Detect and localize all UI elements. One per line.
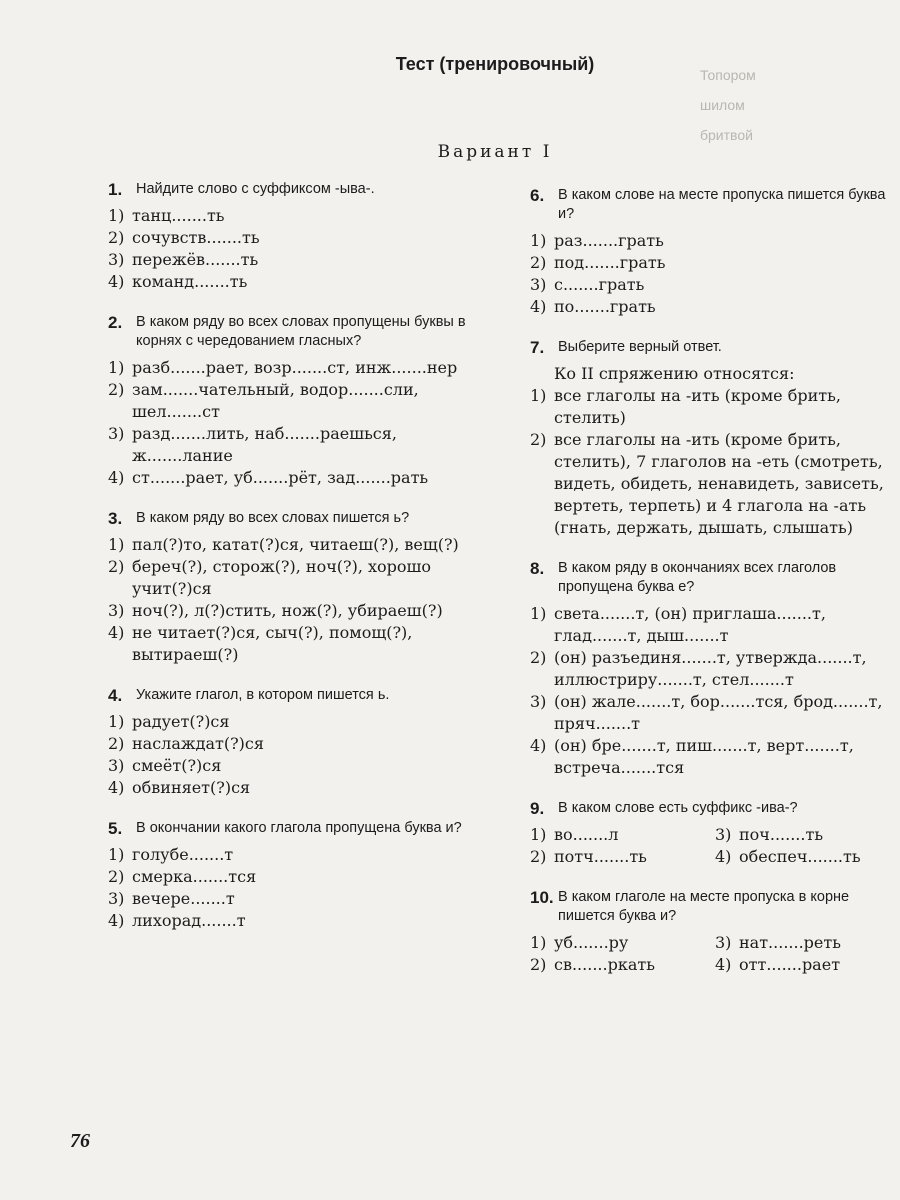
bleed-through-text: Топором шилом бритвой [700,67,756,143]
question-number: 5. [108,819,123,838]
question-1 [108,180,488,293]
question-text: В каком ряду в окончаниях всех глаголов пропущена буква е? [558,560,837,595]
question-10 [530,888,890,976]
answer-option: 4) обвиняет(?)ся [108,778,251,797]
variant-heading: Вариант I [437,142,553,162]
answer-option: 1) уб.......ру [530,933,629,952]
answer-option: 4) не читает(?)ся, сыч(?), помощ(?), вытираеш(?) [108,623,413,664]
question-number: 1. [108,180,123,199]
left-column [108,180,488,952]
question-2 [108,313,488,489]
answer-option: 3) ноч(?), л(?)стить, нож(?), убираеш(?) [108,601,443,620]
question-text: В каком слове есть суффикс -ива-? [558,800,798,816]
answer-option: 1) во.......л [530,825,619,844]
answer-option: 2) все глаголы на -ить (кроме брить, стелить), 7 глаголов на -еть (смотреть, видеть, обидеть, ненавидеть, зависеть, вертеть, терпеть) и 4 глагола на -ать (гнать, держать, дышать, слышать) [530,430,884,537]
answer-option: 2) зам.......чательный, водор.......сли, шел.......ст [108,380,419,421]
question-text: Укажите глагол, в котором пишется ь. [136,687,390,703]
question-3 [108,509,488,666]
question-number: 6. [530,186,545,205]
question-number: 3. [108,509,123,528]
right-column [530,186,890,996]
question-9 [530,799,890,868]
question-number: 4. [108,686,123,705]
answer-option: 1) голубе.......т [108,845,234,864]
question-text: В каком глаголе на месте пропуска в корне пишется буква и? [558,889,850,924]
answer-option: 1) пал(?)то, катат(?)ся, читаеш(?), вещ(?) [108,535,459,554]
question-8 [530,559,890,779]
answer-option: 3) пережёв.......ть [108,250,259,269]
answer-option: 1) раз.......грать [530,231,664,250]
question-text: Найдите слово с суффиксом -ыва-. [136,181,375,197]
question-text: В каком слове на месте пропуска пишется буква и? [558,187,886,222]
answer-option: 3) (он) жале.......т, бор.......тся, брод.......т, пряч.......т [530,692,883,733]
answer-option: 1) танц.......ть [108,206,225,225]
answer-option: 1) радует(?)ся [108,712,230,731]
answer-option: 2) наслаждат(?)ся [108,734,264,753]
page-title: Тест (тренировочный) [395,54,595,74]
answer-option: 4) по.......грать [530,297,656,316]
question-6 [530,186,890,318]
question-number: 10. [530,888,554,907]
answer-option: 1) все глаголы на -ить (кроме брить, стелить) [530,386,841,427]
answer-option: 4) отт.......рает [715,955,841,974]
answer-option: 4) лихорад.......т [108,911,246,930]
answer-option: 1) разб.......рает, возр.......ст, инж.......нер [108,358,458,377]
answer-option: 1) света.......т, (он) приглаша.......т, глад.......т, дыш.......т [530,604,826,645]
answer-option: 3) разд.......лить, наб.......раешься, ж.......лание [108,424,397,465]
question-text: В каком ряду во всех словах пропущены буквы в корнях с чередованием гласных? [136,314,466,349]
answer-option: 4) команд.......ть [108,272,248,291]
question-text: В каком ряду во всех словах пишется ь? [136,510,410,526]
answer-option: 3) поч.......ть [715,825,824,844]
question-number: 8. [530,559,545,578]
question-text: Выберите верный ответ. [558,339,722,355]
question-text: В окончании какого глагола пропущена буква и? [136,820,462,836]
answer-option: 3) нат.......реть [715,933,841,952]
question-number: 9. [530,799,545,818]
question-4 [108,686,488,799]
answer-option: 2) смерка.......тся [108,867,257,886]
question-number: 2. [108,313,123,332]
answer-option: 3) вечере.......т [108,889,235,908]
answer-option: 4) обеспеч.......ть [715,847,861,866]
answer-option: 2) потч.......ть [530,847,647,866]
answer-option: 3) с.......грать [530,275,645,294]
answer-option: 4) (он) бре.......т, пиш.......т, верт.......т, встреча.......тся [530,736,854,777]
answer-option: 4) ст.......рает, уб.......рёт, зад.......рать [108,468,429,487]
answer-option: 2) св.......ркать [530,955,655,974]
answer-option: 2) береч(?), сторож(?), ноч(?), хорошо учит(?)ся [108,557,432,598]
answer-option: 2) под.......грать [530,253,666,272]
question-7 [530,338,890,539]
question-number: 7. [530,338,545,357]
answer-option: 2) сочувств.......ть [108,228,260,247]
answer-option: 3) смеёт(?)ся [108,756,222,775]
question-5 [108,819,488,932]
answer-option: 2) (он) разъединя.......т, утвержда.......т, иллюстриру.......т, стел.......т [530,648,867,689]
question-subheading: Ко II спряжению относятся: [554,364,795,383]
page-number: 76 [70,1130,90,1152]
